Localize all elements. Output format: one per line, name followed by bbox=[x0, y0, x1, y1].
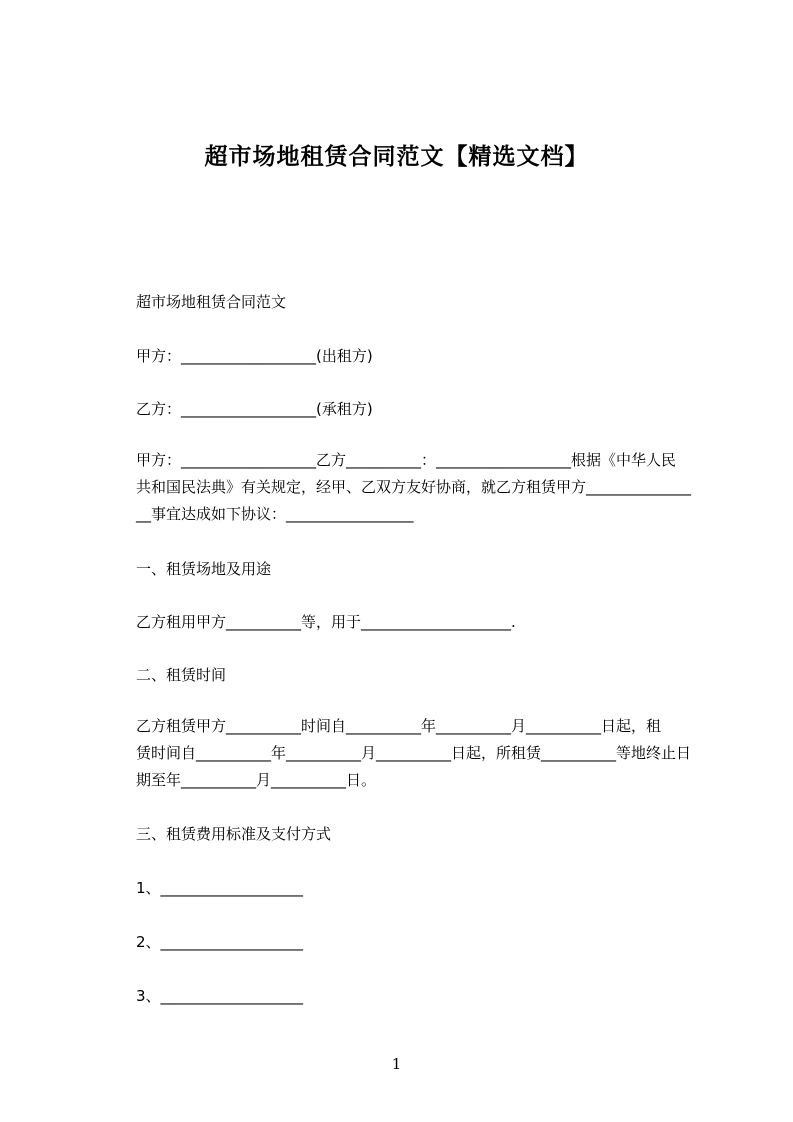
section-2-paragraph bbox=[136, 713, 701, 794]
section-3-heading: 三、租赁费用标准及支付方式 bbox=[136, 825, 332, 843]
document-title: 超市场地租赁合同范文【精选文档】 bbox=[204, 144, 589, 170]
section-2-line-2: 赁时间自__________年__________月__________日起，所租赁__________等地终止日 bbox=[136, 744, 692, 762]
document-subtitle: 超市场地租赁合同范文 bbox=[136, 293, 287, 311]
list-item-2: 2、___________________ bbox=[136, 933, 304, 951]
intro-line-3: __事宜达成如下协议：_________________ bbox=[136, 505, 414, 523]
intro-line-2: 共和国民法典》有关规定，经甲、乙双方友好协商，就乙方租赁甲方______________ bbox=[136, 478, 692, 496]
party-a-line: 甲方：__________________(出租方) bbox=[136, 347, 373, 365]
page-number: 1 bbox=[391, 1055, 402, 1073]
party-b-line: 乙方：__________________(承租方) bbox=[136, 400, 373, 418]
intro-line-1: 甲方：__________________乙方__________：__________________根据《中华人民 bbox=[136, 451, 677, 469]
list-item-1: 1、___________________ bbox=[136, 879, 304, 897]
intro-paragraph bbox=[136, 447, 701, 528]
section-1-heading: 一、租赁场地及用途 bbox=[136, 560, 272, 578]
list-item-3: 3、___________________ bbox=[136, 987, 304, 1005]
section-1-text: 乙方租用甲方__________等，用于____________________. bbox=[136, 613, 516, 631]
section-2-heading: 二、租赁时间 bbox=[136, 666, 227, 684]
section-2-line-1: 乙方租赁甲方__________时间自__________年__________月__________日起，租 bbox=[136, 717, 662, 735]
section-2-line-3: 期至年__________月__________日。 bbox=[136, 771, 377, 789]
